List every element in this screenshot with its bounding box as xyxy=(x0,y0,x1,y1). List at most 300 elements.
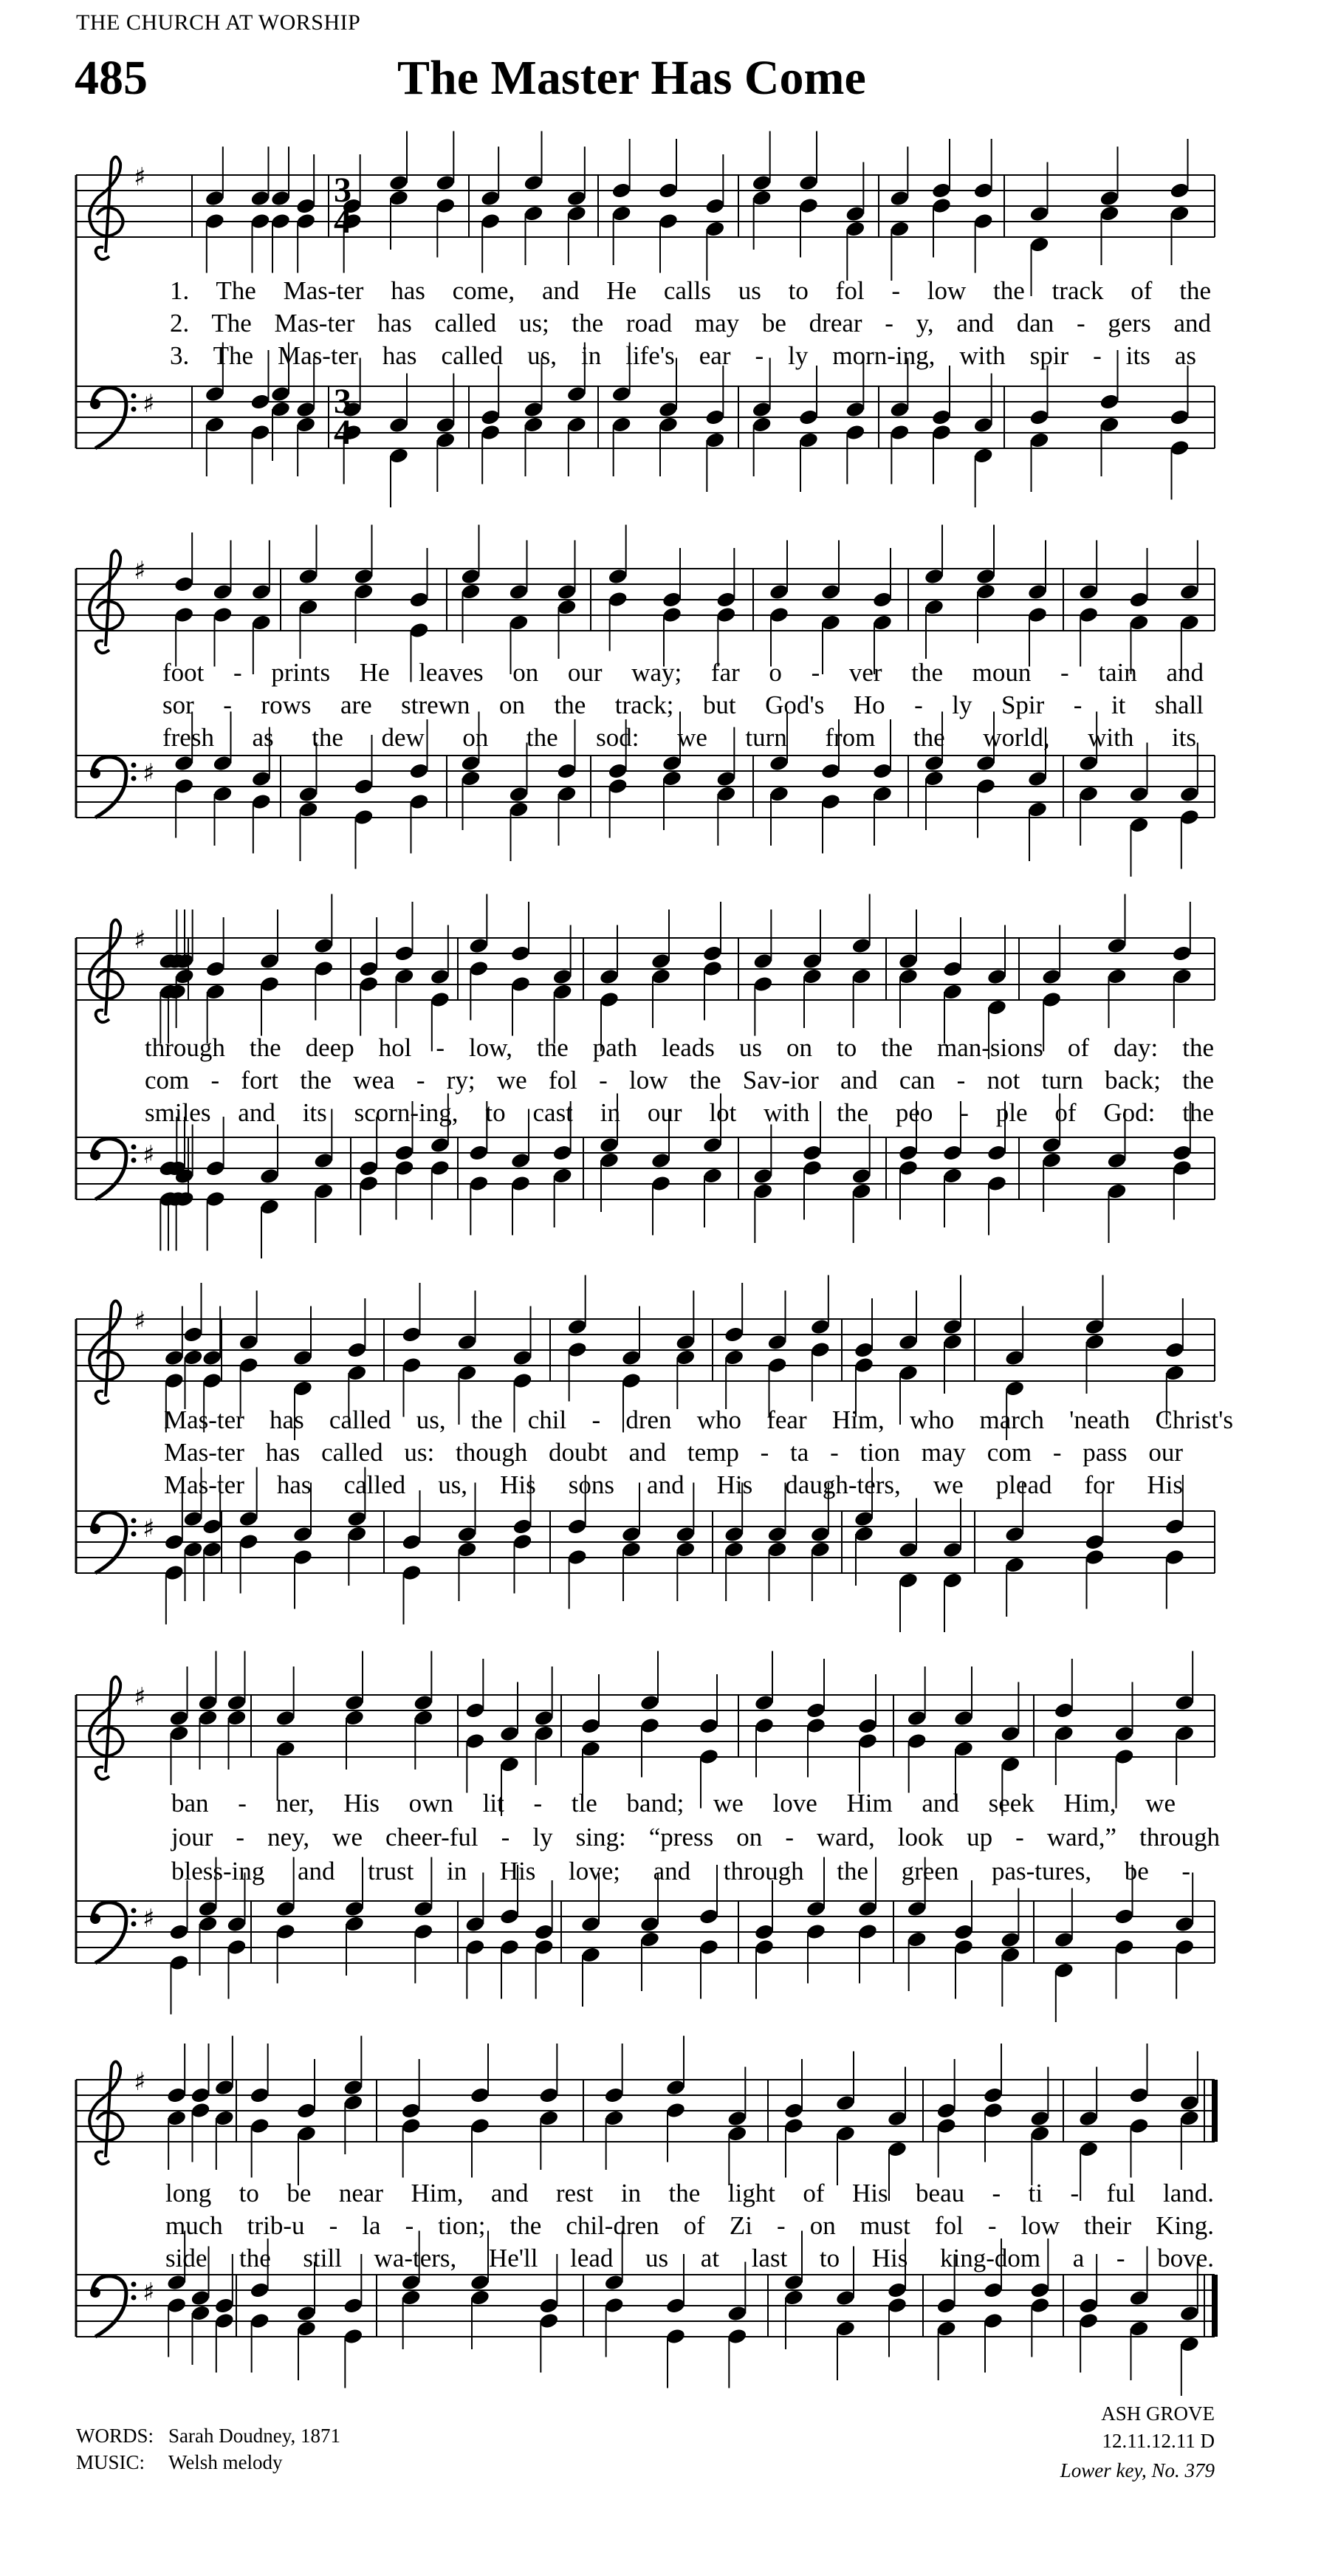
note-head xyxy=(470,2117,490,2134)
note-head xyxy=(810,1541,831,1558)
note-head xyxy=(972,416,993,434)
lyric-verse-3: fresh as the dew on the sod: we turn from the world, with its xyxy=(162,723,1196,752)
note-head xyxy=(566,1548,587,1566)
note-head xyxy=(845,205,865,222)
note-head xyxy=(942,960,963,978)
bass-clef-dot xyxy=(90,399,100,409)
note-head xyxy=(566,1318,587,1335)
note-head xyxy=(538,2109,559,2127)
note-head xyxy=(887,2109,908,2127)
note-head xyxy=(802,952,823,970)
note-head xyxy=(752,1182,773,1200)
note-head xyxy=(1029,236,1049,253)
note-head xyxy=(413,1922,433,1940)
note-head xyxy=(972,182,993,199)
note-head xyxy=(931,423,952,441)
note-head xyxy=(1078,2312,1099,2329)
note-head xyxy=(353,567,374,585)
sharp-icon: ♯ xyxy=(143,1904,155,1933)
note-head xyxy=(754,1938,775,1956)
note-head xyxy=(651,1151,671,1169)
note-head xyxy=(639,1716,660,1734)
note-head xyxy=(394,967,414,985)
note-head xyxy=(166,2109,187,2127)
bass-clef-dot xyxy=(131,394,137,399)
note-head xyxy=(430,1159,450,1176)
note-head xyxy=(435,431,456,449)
note-head xyxy=(259,952,280,970)
note-head xyxy=(603,2086,624,2104)
note-head xyxy=(1128,2320,1149,2337)
note-head xyxy=(499,1724,520,1742)
note-head xyxy=(456,1333,477,1351)
note-head xyxy=(270,189,291,207)
note-head xyxy=(857,1900,878,1917)
note-head xyxy=(456,1525,477,1543)
note-head xyxy=(344,1693,365,1711)
note-head xyxy=(639,1931,660,1948)
note-head xyxy=(464,1915,485,1933)
note-head xyxy=(751,400,772,418)
bass-clef-dot xyxy=(90,2287,100,2298)
note-head xyxy=(238,1333,258,1351)
note-head xyxy=(346,1525,367,1543)
note-head xyxy=(460,770,481,787)
sharp-icon: ♯ xyxy=(134,1682,146,1712)
sharp-icon: ♯ xyxy=(134,162,146,192)
note-head xyxy=(845,220,865,238)
note-head xyxy=(942,1318,963,1335)
note-head xyxy=(599,1151,620,1169)
note-head xyxy=(394,945,414,962)
note-head xyxy=(783,2102,804,2120)
note-head xyxy=(1078,606,1099,623)
note-head xyxy=(552,967,572,985)
note-head xyxy=(295,197,316,215)
note-head xyxy=(251,614,272,631)
note-head xyxy=(931,182,952,199)
note-head xyxy=(835,2125,856,2142)
note-head xyxy=(898,1333,919,1351)
words-credit xyxy=(76,2425,340,2447)
note-head xyxy=(1169,408,1190,426)
note-head xyxy=(226,1709,247,1727)
note-head xyxy=(205,416,225,434)
note-head xyxy=(275,1922,295,1940)
note-head xyxy=(1084,1333,1105,1351)
note-head xyxy=(1054,1724,1074,1742)
note-head xyxy=(205,1190,225,1208)
note-head xyxy=(508,801,529,818)
note-head xyxy=(358,975,379,993)
note-head xyxy=(1029,2281,1050,2299)
note-head xyxy=(975,583,996,600)
note-head xyxy=(806,1716,826,1734)
note-head xyxy=(182,1349,203,1366)
note-head xyxy=(250,393,270,411)
note-head xyxy=(603,2273,624,2291)
note-head xyxy=(214,2312,235,2329)
note-head xyxy=(798,431,819,449)
note-head xyxy=(251,792,272,810)
lyric-verse-2: much trib-u - la - tion; the chil-dren of Zi - on must fol - low their King. xyxy=(165,2211,1214,2240)
note-head xyxy=(716,785,736,803)
note-head xyxy=(751,174,772,191)
note-head xyxy=(468,1144,489,1162)
bass-clef-dot xyxy=(131,1158,137,1163)
note-head xyxy=(344,1900,365,1917)
lyric-verse-1: ban - ner, His own lit - tle band; we love Him and seek Him, we xyxy=(171,1789,1176,1818)
note-head xyxy=(1084,1533,1105,1551)
note-head xyxy=(510,1174,531,1192)
lyric-verse-2: Mas-ter has called us: though doubt and temp - ta - tion may com - pass our xyxy=(164,1438,1183,1467)
note-head xyxy=(651,952,671,970)
note-head xyxy=(1041,1151,1062,1169)
note-head xyxy=(270,212,291,230)
note-head xyxy=(658,212,679,230)
note-head xyxy=(611,416,631,434)
note-head xyxy=(716,606,736,623)
note-head xyxy=(275,1740,295,1758)
note-head xyxy=(205,1159,225,1177)
note-head xyxy=(499,1938,520,1956)
note-head xyxy=(343,2078,363,2096)
note-head xyxy=(854,1341,874,1359)
time-signature-top-bass: 3 xyxy=(334,382,351,421)
note-head xyxy=(1174,1724,1195,1742)
note-head xyxy=(662,606,682,623)
treble-clef-icon xyxy=(89,1301,123,1403)
note-head xyxy=(665,2101,686,2119)
note-head xyxy=(702,1167,723,1185)
meter: 12.11.12.11 D xyxy=(1102,2430,1215,2452)
note-head xyxy=(662,591,682,609)
note-head xyxy=(1029,2125,1050,2142)
note-head xyxy=(197,1915,218,1933)
note-head xyxy=(164,1533,185,1551)
note-head xyxy=(675,1349,696,1366)
note-head xyxy=(887,2296,908,2314)
note-head xyxy=(358,1159,379,1177)
note-head xyxy=(953,1740,974,1758)
note-head xyxy=(702,945,723,962)
bass-clef-dot xyxy=(131,1518,137,1524)
music-source: Welsh melody xyxy=(168,2451,283,2473)
note-head xyxy=(556,583,577,600)
note-head xyxy=(1174,1693,1195,1711)
note-head xyxy=(464,1702,485,1719)
note-head xyxy=(599,990,620,1008)
note-head xyxy=(292,1548,313,1566)
note-head xyxy=(566,189,587,207)
bass-clef-dot xyxy=(131,776,137,781)
note-head xyxy=(408,591,429,609)
note-head xyxy=(1106,1151,1127,1169)
note-head xyxy=(704,408,725,426)
note-head xyxy=(295,212,316,230)
time-signature-top-treble: 3 xyxy=(334,171,351,210)
note-head xyxy=(1041,990,1062,1008)
note-head xyxy=(857,1717,878,1735)
note-head xyxy=(580,1740,601,1758)
note-head xyxy=(806,1922,826,1940)
note-head xyxy=(1179,2304,1200,2322)
note-head xyxy=(665,2327,686,2345)
note-head xyxy=(906,1931,927,1948)
note-head xyxy=(727,2125,747,2142)
note-head xyxy=(898,1159,919,1176)
note-head xyxy=(898,1572,919,1589)
note-head xyxy=(1174,1915,1195,1933)
note-head xyxy=(202,1518,222,1535)
note-head xyxy=(924,567,944,585)
note-head xyxy=(197,1900,218,1917)
note-head xyxy=(936,2320,956,2337)
note-head xyxy=(639,1915,660,1933)
note-head xyxy=(611,385,631,402)
note-head xyxy=(898,952,919,970)
note-head xyxy=(190,2304,210,2322)
note-head xyxy=(552,1167,572,1185)
note-head xyxy=(1128,2289,1149,2306)
note-head xyxy=(313,959,334,977)
note-head xyxy=(182,1541,203,1558)
note-head xyxy=(1179,785,1200,803)
note-head xyxy=(675,1525,696,1543)
note-head xyxy=(851,1182,871,1200)
note-head xyxy=(512,1349,532,1366)
note-head xyxy=(346,1510,367,1527)
note-head xyxy=(470,2273,490,2291)
note-head xyxy=(906,1732,927,1750)
note-head xyxy=(512,1518,532,1535)
bass-clef-dot xyxy=(131,1908,137,1914)
note-head xyxy=(250,423,270,441)
note-head xyxy=(413,1900,433,1917)
lyric-verse-1: Mas-ter has called us, the chil - dren who fear Him, who march 'neath Christ's xyxy=(164,1405,1233,1434)
note-head xyxy=(1179,808,1200,826)
note-head xyxy=(259,975,280,993)
note-head xyxy=(400,2117,421,2134)
note-head xyxy=(972,212,993,230)
note-head xyxy=(975,754,996,772)
note-head xyxy=(292,1349,313,1366)
note-head xyxy=(1099,393,1119,411)
note-head xyxy=(724,1541,744,1558)
treble-clef-icon xyxy=(89,550,123,653)
note-head xyxy=(699,1717,719,1735)
note-head xyxy=(1054,1962,1074,1979)
note-head xyxy=(752,952,773,970)
note-head xyxy=(924,598,944,616)
note-head xyxy=(298,598,318,616)
note-head xyxy=(556,762,577,780)
note-head xyxy=(168,1953,189,1971)
note-head xyxy=(250,212,270,230)
note-head xyxy=(1041,967,1062,985)
note-head xyxy=(358,960,379,978)
note-head xyxy=(820,762,841,780)
note-head xyxy=(430,990,450,1008)
lyric-verse-3: 3. The Mas-ter has called us, in life's ear - ly morn-ing, with spir - its as xyxy=(170,341,1196,370)
note-head xyxy=(533,1724,554,1742)
note-head xyxy=(983,2312,1004,2329)
note-head xyxy=(174,575,194,593)
note-head xyxy=(704,220,725,238)
note-head xyxy=(401,1533,422,1551)
note-head xyxy=(566,1340,587,1358)
treble-clef-icon xyxy=(89,157,123,259)
note-head xyxy=(898,1144,919,1162)
note-head xyxy=(533,1709,554,1727)
note-head xyxy=(1027,770,1048,787)
note-head xyxy=(552,1144,572,1162)
note-head xyxy=(802,967,823,985)
note-head xyxy=(1164,1518,1185,1535)
note-head xyxy=(205,960,225,978)
note-head xyxy=(556,785,577,803)
lyric-verse-2: jour - ney, we cheer-ful - ly sing: “press on - ward, look up - ward,” through xyxy=(171,1823,1220,1852)
note-head xyxy=(987,998,1007,1016)
note-head xyxy=(238,1356,258,1374)
note-head xyxy=(704,431,725,449)
note-head xyxy=(388,447,409,465)
note-head xyxy=(296,2102,317,2120)
lyric-verse-1: 1. The Mas-ter has come, and He calls us to fol - low the track of the xyxy=(170,276,1211,305)
bass-clef-dot xyxy=(90,1914,100,1924)
sharp-icon: ♯ xyxy=(143,1140,155,1170)
note-head xyxy=(1078,2140,1099,2158)
note-head xyxy=(1106,967,1127,985)
note-head xyxy=(508,785,529,803)
note-head xyxy=(987,1144,1007,1162)
time-signature-bottom-bass: 4 xyxy=(334,413,351,452)
note-head xyxy=(508,583,529,600)
note-head xyxy=(607,762,628,780)
bass-clef-dot xyxy=(90,1524,100,1534)
note-head xyxy=(250,189,270,207)
note-head xyxy=(851,936,871,954)
note-head xyxy=(662,770,682,787)
note-head xyxy=(190,2086,210,2104)
note-head xyxy=(408,762,429,780)
note-head xyxy=(802,1159,823,1176)
note-head xyxy=(435,196,456,214)
note-head xyxy=(1004,1525,1025,1543)
note-head xyxy=(872,614,893,631)
note-head xyxy=(566,416,587,434)
note-head xyxy=(621,1349,642,1366)
sharp-icon: ♯ xyxy=(134,925,146,955)
note-head xyxy=(523,205,543,222)
note-head xyxy=(975,567,996,585)
note-head xyxy=(754,1716,775,1734)
note-head xyxy=(872,762,893,780)
note-head xyxy=(259,1167,280,1185)
note-head xyxy=(1078,754,1099,772)
note-head xyxy=(538,2312,559,2329)
note-head xyxy=(296,2304,317,2322)
note-head xyxy=(1041,1136,1062,1154)
note-head xyxy=(835,2320,856,2337)
note-head xyxy=(1169,439,1190,456)
note-head xyxy=(259,1198,280,1216)
bass-clef-dot xyxy=(131,1532,137,1537)
treble-clef-icon xyxy=(89,919,123,1022)
note-head xyxy=(752,1167,773,1185)
note-head xyxy=(845,400,865,418)
note-head xyxy=(783,2273,804,2291)
note-head xyxy=(523,416,543,434)
note-head xyxy=(1099,205,1119,222)
note-head xyxy=(1128,2086,1149,2104)
note-head xyxy=(1027,801,1048,818)
note-head xyxy=(313,936,334,954)
section-heading: THE CHURCH AT WORSHIP xyxy=(76,10,361,35)
note-head xyxy=(566,1518,587,1535)
note-head xyxy=(1000,1931,1020,1948)
note-head xyxy=(1174,1938,1195,1956)
lyric-verse-1: foot - prints He leaves on our way; far o - ver the moun - tain and xyxy=(162,658,1204,687)
bass-clef-dot xyxy=(131,2295,137,2301)
note-head xyxy=(810,1340,831,1358)
note-head xyxy=(806,1702,826,1719)
note-head xyxy=(1000,1946,1020,1964)
note-head xyxy=(401,1356,422,1374)
note-head xyxy=(898,967,919,985)
hymn-title: The Master Has Come xyxy=(397,51,866,105)
note-head xyxy=(1114,1747,1134,1765)
note-head xyxy=(675,1541,696,1558)
note-head xyxy=(699,1747,719,1765)
note-head xyxy=(435,174,456,191)
note-head xyxy=(1029,2109,1050,2127)
note-head xyxy=(1164,1364,1185,1382)
note-head xyxy=(270,400,291,418)
note-head xyxy=(508,614,529,631)
note-head xyxy=(480,189,501,207)
note-head xyxy=(942,1541,963,1558)
note-head xyxy=(802,1144,823,1162)
note-head xyxy=(1128,816,1149,834)
note-head xyxy=(1078,2297,1099,2315)
note-head xyxy=(1114,1724,1134,1742)
note-head xyxy=(1114,1908,1134,1925)
note-head xyxy=(603,2109,624,2127)
note-head xyxy=(394,1144,414,1162)
note-head xyxy=(214,2078,235,2096)
note-head xyxy=(931,196,952,214)
note-head xyxy=(1164,1548,1185,1566)
note-head xyxy=(226,1693,247,1711)
note-head xyxy=(599,1136,620,1154)
note-head xyxy=(408,621,429,639)
note-head xyxy=(1179,614,1200,631)
note-head xyxy=(566,385,587,402)
note-head xyxy=(1078,785,1099,803)
lyric-verse-3: bless-ing and trust in His love; and through the green pas-tures, be - xyxy=(171,1857,1190,1885)
note-head xyxy=(936,2102,956,2120)
note-head xyxy=(1114,1938,1134,1956)
words-author: Sarah Doudney, 1871 xyxy=(168,2425,340,2447)
time-signature-bottom-treble: 4 xyxy=(334,202,351,241)
note-head xyxy=(854,1525,874,1543)
note-head xyxy=(1179,2335,1200,2353)
note-head xyxy=(766,1525,787,1543)
note-head xyxy=(906,1709,927,1727)
note-head xyxy=(470,2289,490,2306)
note-head xyxy=(1179,583,1200,600)
